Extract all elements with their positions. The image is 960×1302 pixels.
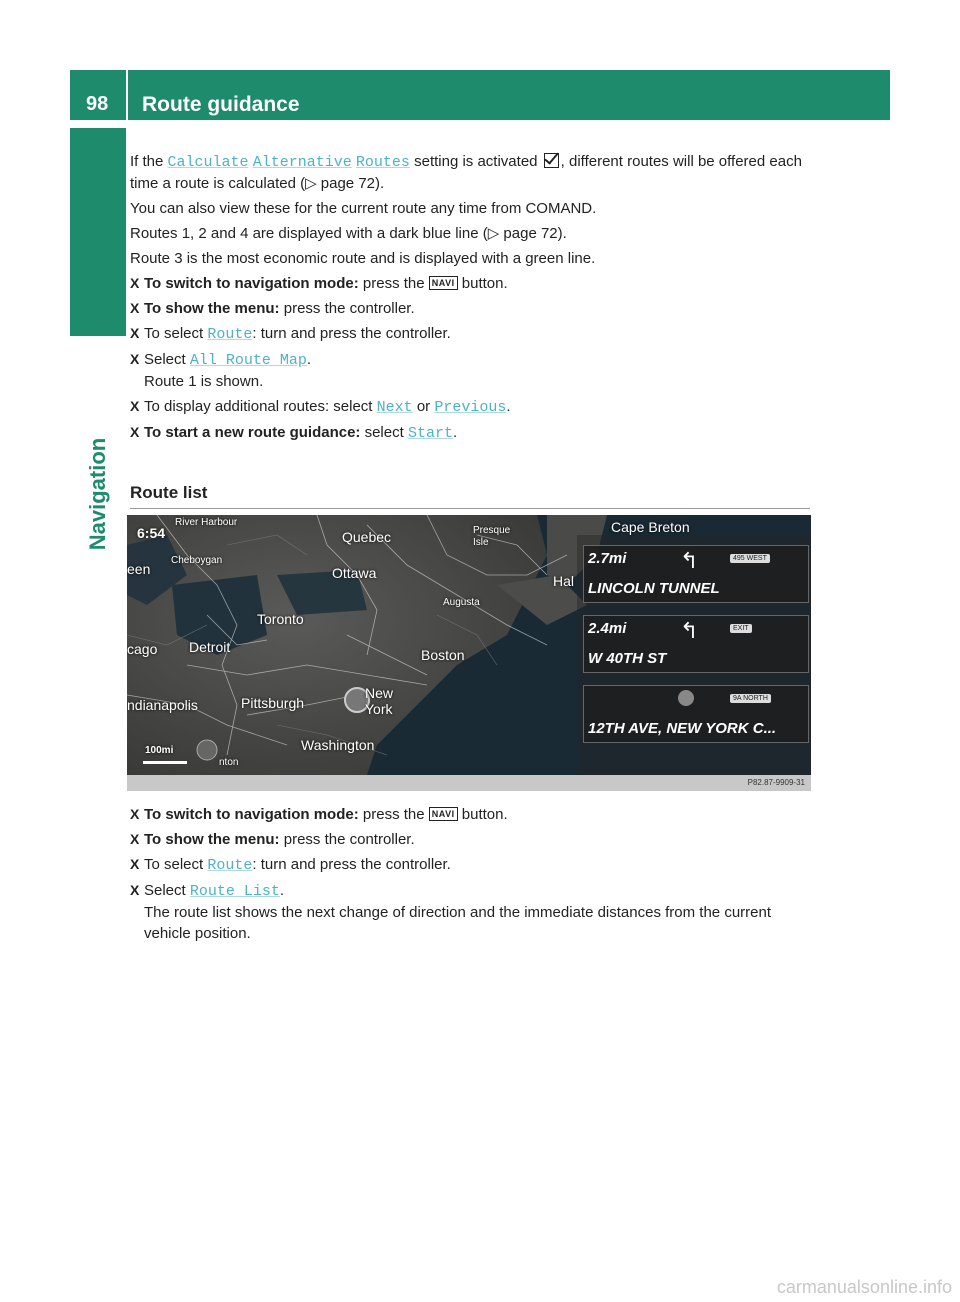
map-place: New York	[365, 685, 394, 717]
step-arrow-icon: X	[130, 882, 140, 898]
menu-route-list: Route List	[189, 883, 280, 900]
map-place: Toronto	[257, 611, 304, 627]
intro-paragraph-1	[130, 151, 820, 194]
step	[130, 422, 820, 444]
figure-code-bar	[127, 775, 811, 791]
text: press the controller.	[279, 300, 415, 317]
step	[130, 829, 820, 850]
text: To display additional routes: select	[144, 398, 377, 415]
menu-calculate: Calculate	[167, 154, 249, 171]
menu-alternative: Alternative	[252, 154, 352, 171]
text: Select	[144, 882, 190, 899]
map-place: Pittsburgh	[241, 695, 305, 711]
menu-next: Next	[376, 399, 413, 416]
text: .	[452, 424, 458, 441]
text: press the	[358, 275, 429, 292]
text: : turn and press the controller.	[252, 325, 451, 342]
page-header	[70, 70, 890, 120]
menu-start: Start	[407, 425, 453, 442]
scale-bar	[143, 761, 187, 764]
route-list-item[interactable]	[583, 685, 809, 743]
text: Routes 1, 2 and 4 are displayed with a dark blue line (	[130, 225, 488, 242]
step-arrow-icon: X	[130, 351, 140, 367]
route-street: 12TH AVE, NEW YORK C...	[588, 720, 777, 737]
text: setting is activated	[409, 153, 542, 170]
intro-paragraph-3	[130, 223, 820, 244]
step-label: To switch to navigation mode:	[144, 275, 359, 292]
map-place: River Harbour	[175, 517, 238, 528]
route-list-item[interactable]	[583, 545, 809, 603]
map-place: Hal	[553, 573, 575, 589]
step-label: To show the menu:	[144, 300, 280, 317]
text: press the	[358, 806, 429, 823]
map-place: Boston	[421, 647, 465, 663]
route-badge: 9A NORTH	[730, 694, 771, 703]
route-badge: EXIT	[730, 624, 752, 633]
step	[130, 323, 820, 345]
step-arrow-icon: X	[130, 806, 140, 822]
route-street: W 40TH ST	[588, 650, 667, 667]
step	[130, 273, 820, 294]
intro-content	[130, 151, 820, 448]
text: or	[412, 398, 435, 415]
step-label: To start a new route guidance:	[144, 424, 361, 441]
navi-key-icon: NAVI	[429, 807, 458, 821]
text: , different routes will be offered each time a route is calculated (	[130, 153, 802, 192]
map-place: Quebec	[342, 529, 392, 545]
map-place: nton	[219, 757, 239, 768]
text: button.	[457, 275, 508, 292]
step	[130, 854, 820, 876]
section-title: Route list	[130, 483, 810, 509]
navigation-screenshot	[127, 515, 811, 791]
page-title: Route guidance	[142, 93, 300, 116]
text: To select	[144, 856, 208, 873]
intro-paragraph-2: You can also view these for the current route any time from COMAND.	[130, 200, 597, 217]
step-label: To show the menu:	[144, 831, 280, 848]
text: To select	[144, 325, 208, 342]
menu-previous: Previous	[434, 399, 507, 416]
map-place: cago	[127, 641, 158, 657]
map-place: Washington	[301, 737, 375, 753]
menu-route: Route	[207, 326, 253, 343]
page-ref-arrow-icon: ▷	[487, 225, 504, 242]
text: press the controller.	[279, 831, 415, 848]
page-reference: page 72).	[320, 175, 385, 192]
text: : turn and press the controller.	[252, 856, 451, 873]
header-divider	[126, 70, 128, 120]
route-distance: 2.4mi	[588, 620, 627, 637]
map-scale: 100mi	[145, 745, 174, 756]
step-arrow-icon: X	[130, 424, 140, 440]
map-place: Detroit	[189, 639, 231, 655]
watermark: carmanualsonline.info	[776, 1277, 952, 1297]
text: If the	[130, 153, 168, 170]
step	[130, 349, 820, 392]
step-arrow-icon: X	[130, 398, 140, 414]
route-street: LINCOLN TUNNEL	[588, 580, 720, 597]
step-result: Route 1 is shown.	[144, 373, 264, 390]
step-label: To switch to navigation mode:	[144, 806, 359, 823]
text: select	[360, 424, 408, 441]
map-place: Presque Isle	[473, 525, 511, 548]
text: .	[506, 398, 511, 415]
step	[130, 298, 820, 319]
turn-arrow-icon: ↰	[680, 618, 699, 643]
side-tab	[70, 128, 126, 336]
page-ref-arrow-icon: ▷	[305, 175, 321, 192]
step-arrow-icon: X	[130, 325, 140, 341]
figure-code: P82.87-9909-31	[747, 778, 805, 787]
side-section-label: Navigation	[85, 437, 110, 551]
text: .	[306, 351, 312, 368]
clock: 6:54	[137, 525, 166, 541]
destination-icon	[678, 690, 694, 706]
map-place: ndianapolis	[127, 697, 198, 713]
page-number: 98	[86, 93, 109, 115]
route-badge: 495 WEST	[730, 554, 770, 563]
map-place: Cape Breton	[611, 519, 690, 535]
step-arrow-icon: X	[130, 856, 140, 872]
map-place: een	[127, 561, 151, 577]
text: button.	[457, 806, 508, 823]
step	[130, 396, 820, 418]
turn-arrow-icon: ↰	[680, 548, 699, 573]
map-place: Augusta	[443, 597, 480, 608]
menu-all-route-map: All Route Map	[189, 352, 307, 369]
route-distance: 2.7mi	[588, 550, 627, 567]
step	[130, 880, 820, 944]
step-arrow-icon: X	[130, 831, 140, 847]
map-place: Ottawa	[332, 565, 377, 581]
route-list-item[interactable]	[583, 615, 809, 673]
step-result: The route list shows the next change of direction and the immediate distances from the current vehicle position.	[144, 904, 771, 942]
step	[130, 804, 820, 825]
menu-routes: Routes	[355, 154, 410, 171]
map-place: Cheboygan	[171, 555, 223, 566]
navi-key-icon: NAVI	[429, 276, 458, 290]
intro-paragraph-4: Route 3 is the most economic route and is displayed with a green line.	[130, 250, 596, 267]
step-arrow-icon: X	[130, 275, 140, 291]
step-arrow-icon: X	[130, 300, 140, 316]
route-list-steps	[130, 804, 820, 948]
text: Select	[144, 351, 190, 368]
text: .	[279, 882, 285, 899]
page-reference: page 72).	[503, 225, 567, 242]
checkbox-checked-icon	[544, 153, 559, 168]
menu-route: Route	[207, 857, 253, 874]
